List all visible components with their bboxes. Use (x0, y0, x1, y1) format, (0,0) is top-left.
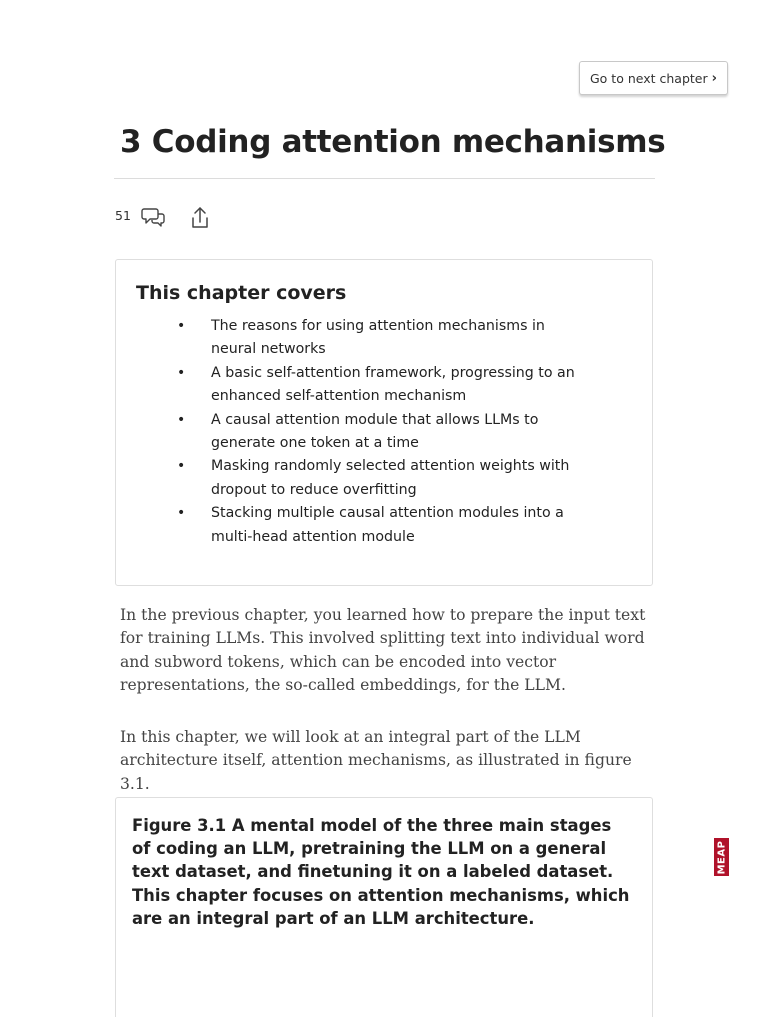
chapter-covers-list (116, 315, 576, 549)
list-item-line1: The reasons for using attention mechanisms in (211, 318, 545, 334)
list-item-line2: enhanced self-attention mechanism (211, 388, 467, 405)
meap-badge-label: MEAP (716, 840, 728, 874)
social-actions (115, 205, 211, 236)
list-item (116, 409, 576, 456)
meap-badge[interactable] (714, 838, 729, 876)
list-item-line1: Masking randomly selected attention weights with (211, 458, 570, 475)
figure-3-1 (115, 797, 653, 1017)
bullet-icon: • (177, 411, 186, 428)
list-item-line2: generate one token at a time (211, 435, 419, 452)
comment-bubbles-icon[interactable] (141, 205, 167, 234)
body-paragraph-1: In the previous chapter, you learned how to prepare the input text for training LLMs. This involved splitting text into individual word and subword tokens, which can be encoded into vector representations, the so-called embeddings, for the LLM. (120, 606, 646, 695)
list-item (116, 502, 576, 549)
next-chapter-label: Go to next chapter (590, 70, 708, 86)
figure-caption: Figure 3.1 A mental model of the three main stages of coding an LLM, pretraining the LLM on a general text dataset, and finetuning it on a labeled dataset. This chapter focuses on attention mechanisms, which are an integral part of an LLM architecture. (132, 816, 630, 928)
list-item-line2: dropout to reduce overfitting (211, 481, 417, 498)
list-item-line2: multi-head attention module (211, 528, 415, 545)
bullet-icon: • (177, 318, 186, 334)
list-item-line1: A basic self-attention framework, progressing to an (211, 364, 575, 381)
share-upload-icon[interactable] (189, 205, 211, 236)
body-paragraph-2: In this chapter, we will look at an integral part of the LLM architecture itself, attention mechanisms, as illustrated in figure 3.1. (120, 728, 632, 793)
title-divider (114, 178, 655, 179)
chevron-right-icon: › (711, 70, 717, 86)
list-item-line1: A causal attention module that allows LLMs to (211, 411, 539, 428)
list-item (116, 362, 576, 409)
list-item (116, 455, 576, 502)
chapter-covers-heading: This chapter covers (136, 282, 347, 304)
bullet-icon: • (177, 364, 186, 381)
list-item (116, 315, 576, 362)
next-chapter-button[interactable] (579, 61, 728, 95)
list-item-line2: neural networks (211, 341, 326, 358)
bullet-icon: • (177, 458, 186, 475)
bullet-icon: • (177, 505, 186, 522)
chapter-covers-box (115, 259, 653, 586)
comment-count: 51 (115, 208, 131, 223)
chapter-title: 3 Coding attention mechanisms (120, 124, 666, 160)
list-item-line1: Stacking multiple causal attention modules into a (211, 505, 564, 522)
